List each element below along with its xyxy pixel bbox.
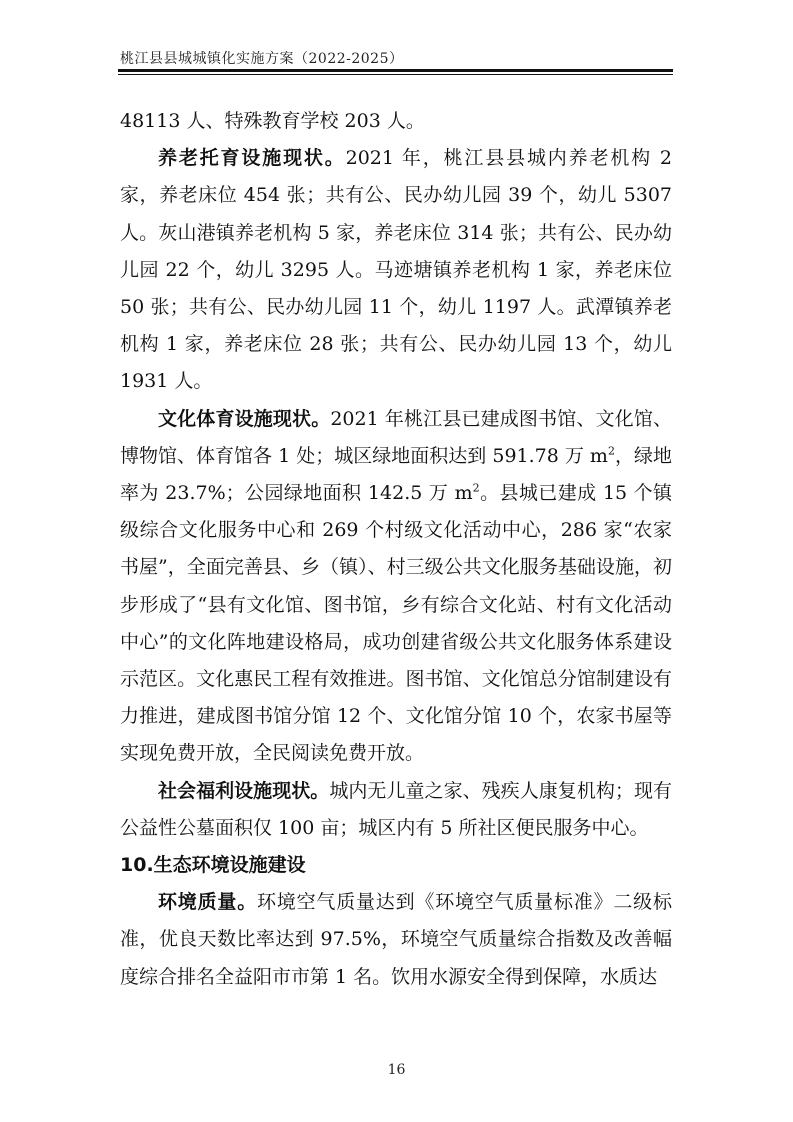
superscript: 2 xyxy=(607,444,615,458)
paragraph-lead: 环境质量。 xyxy=(158,891,257,914)
paragraph-text: 环境空气质量达到《环境空气质量标准》二级标准，优良天数比率达到 97.5%，环境空气质量综合指数及改善幅度综合排名全益阳市市第 1 名。饮用水源安全得到保障，水质达 xyxy=(120,891,672,988)
page-body xyxy=(120,103,672,996)
running-header: 桃江县县城城镇化实施方案（2022-2025） xyxy=(120,51,404,67)
paragraph-text: 2021 年桃江县已建成图书馆、文化馆、博物馆、体育馆各 1 处；城区绿地面积达到 591.78 万 m xyxy=(120,407,672,467)
paragraph-continuation: 48113 人、特殊教育学校 203 人。 xyxy=(120,110,425,132)
paragraph-culture-sports xyxy=(120,401,672,773)
header-rule-thick xyxy=(118,69,673,72)
paragraph-social-welfare xyxy=(120,773,672,847)
superscript: 2 xyxy=(472,481,480,495)
paragraph-text: ，绿地率为 23.7%；公园绿地面积 142.5 万 m xyxy=(120,444,672,505)
paragraph-lead: 社会福利设施现状。 xyxy=(158,779,330,802)
paragraph-text: 2021 年，桃江县县城内养老机构 2 家，养老床位 454 张；共有公、民办幼儿园 39 个，幼儿 5307 人。灰山港镇养老机构 5 家，养老床位 314 张；共有公、民办幼儿园 22 个，幼儿 3295 人。马迹塘镇养老机构 1 家，养老床位 50 张；共有公、民办幼儿园 11 个，幼儿 1197 人。武潭镇养老机构 1 家，养老床位 28 张；共有公、民办幼儿园 13 个，幼儿 1931 人。 xyxy=(120,147,672,393)
section-heading: 10.生态环境设施建设 xyxy=(120,854,306,877)
paragraph-environment-quality xyxy=(120,884,672,996)
paragraph-text: 城内无儿童之家、残疾人康复机构；现有公益性公墓面积仅 100 亩；城区内有 5 所社区便民服务中心。 xyxy=(120,779,672,839)
header-rule-thin xyxy=(118,74,673,75)
page-number: 16 xyxy=(387,1062,406,1078)
paragraph-lead: 文化体育设施现状。 xyxy=(158,407,331,430)
paragraph-text: 。县城已建成 15 个镇级综合文化服务中心和 269 个村级文化活动中心，286 家“农家书屋”，全面完善县、乡（镇）、村三级公共文化服务基础设施，初步形成了“县有文化馆、图书馆，乡有综合文化站、村有文化活动中心”的文化阵地建设格局，成功创建省级公共文化服务体系建设示范区。文化惠民工程有效推进。图书馆、文化馆总分馆制建设有力推进，建成图书馆分馆 12 个、文化馆分馆 10 个，农家书屋等实现免费开放，全民阅读免费开放。 xyxy=(120,482,672,765)
paragraph-lead: 养老托育设施现状。 xyxy=(158,147,346,170)
paragraph-elderly-childcare xyxy=(120,140,672,400)
